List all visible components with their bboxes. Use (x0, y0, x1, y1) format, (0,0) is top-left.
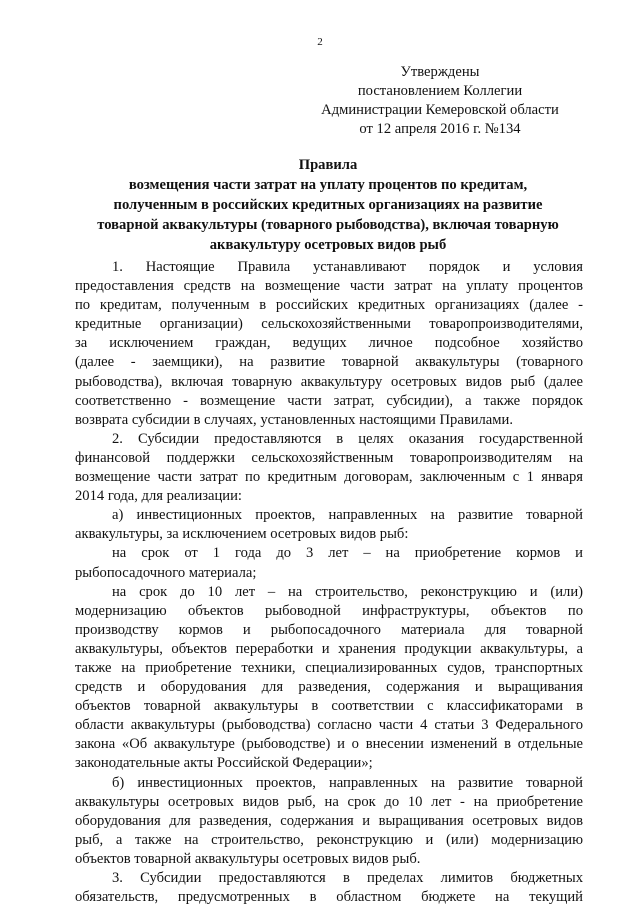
paragraph-7 (75, 869, 583, 907)
text-line: рыб, а также на строительство, реконструкцию и (или) модернизацию (75, 831, 583, 848)
title-line: возмещения части затрат на уплату процентов по кредитам, (128, 177, 528, 193)
text-line: за исключением граждан, ведущих личное подсобное хозяйство (75, 335, 583, 352)
text-line: закона «Об аквакультуре (рыбоводстве) и о внесении изменений в отдельные (75, 736, 583, 753)
text-line: на срок от 1 года до 3 лет – на приобретение кормов и (112, 545, 583, 562)
text-line: возмещение части затрат по кредитным договорам, заключенным с 1 января (75, 469, 583, 486)
document-title (70, 155, 586, 255)
text-line: области аквакультуры (рыбоводства) согласно части 4 статьи 3 Федерального (75, 717, 583, 734)
text-line: по кредитам, полученным в российских кредитных организациях (далее - (75, 297, 583, 314)
text-line: объектов товарной аквакультуры осетровых видов рыб. (75, 850, 421, 867)
approval-line: постановлением Коллегии (357, 83, 523, 99)
text-line: соответственно - возмещение части затрат, субсидии), а также порядок (75, 392, 583, 409)
approval-line: Утверждены (400, 64, 480, 80)
text-line: аквакультуры, за исключением осетровых видов рыб: (75, 526, 409, 543)
paragraph-3 (75, 506, 583, 544)
paragraph-6 (75, 774, 583, 869)
approval-stamp (290, 63, 590, 139)
text-line: б) инвестиционных проектов, направленных на развитие товарной (112, 774, 583, 791)
text-line: финансовой поддержки сельскохозяйственным товаропроизводителям на (75, 449, 583, 466)
text-line: 2. Субсидии предоставляются в целях оказания государственной (112, 430, 583, 447)
text-line: средств и оборудования для разведения, содержания и выращивания (75, 679, 583, 696)
text-line: 1. Настоящие Правила устанавливают порядок и условия (112, 259, 583, 275)
text-line: оборудования для разведения, содержания и выращивания осетровых видов (75, 812, 583, 829)
title-line: Правила (298, 157, 358, 173)
text-line: производству кормов и рыбопосадочного материала для товарной (75, 621, 583, 638)
title-line: полученным в российских кредитных организациях на развитие (113, 197, 543, 213)
paragraph-4 (75, 544, 583, 582)
text-line: 3. Субсидии предоставляются в пределах лимитов бюджетных (112, 870, 583, 886)
text-line: также на приобретение техники, специализированных судов, транспортных (75, 659, 583, 676)
text-line: рыбоводства), включая товарную аквакультуру осетровых видов рыб (далее (75, 373, 583, 390)
paragraph-5 (75, 583, 583, 774)
text-line: (далее - заемщики), на развитие товарной аквакультуры (товарного (75, 354, 583, 371)
text-line: законодательные акты Российской Федерации»; (75, 755, 373, 772)
text-line: объектов товарной аквакультуры в соответствии с классификаторами в (75, 698, 583, 715)
text-line: возврата субсидии в случаях, установленных настоящими Правилами. (75, 411, 513, 428)
text-line: предоставления средств на возмещение части затрат на уплату процентов (75, 278, 583, 295)
approval-line: от 12 апреля 2016 г. №134 (359, 121, 521, 137)
text-line: кредитные организации) сельскохозяйственными товаропроизводителями, (75, 316, 583, 333)
page-number: 2 (317, 36, 323, 48)
title-line: товарной аквакультуры (товарного рыбоводства), включая товарную (97, 217, 559, 233)
document-body (75, 258, 583, 907)
text-line: модернизацию объектов рыбоводной инфраструктуры, объектов по (75, 602, 583, 619)
text-line: обязательств, предусмотренных в областном бюджете на текущий (75, 889, 583, 906)
paragraph-2 (75, 430, 583, 506)
text-line: аквакультуры осетровых видов рыб, на срок до 10 лет - на приобретение (75, 793, 583, 810)
title-line: аквакультуру осетровых видов рыб (209, 237, 447, 253)
text-line: на срок до 10 лет – на строительство, реконструкцию и (или) (112, 583, 583, 600)
approval-line: Администрации Кемеровской области (321, 102, 559, 118)
text-line: 2014 года, для реализации: (75, 488, 242, 505)
text-line: рыбопосадочного материала; (75, 564, 257, 581)
paragraph-1 (75, 258, 583, 430)
text-line: аквакультуры, объектов переработки и хранения продукции аквакультуры, а (75, 640, 583, 657)
text-line: а) инвестиционных проектов, направленных на развитие товарной (112, 507, 583, 524)
